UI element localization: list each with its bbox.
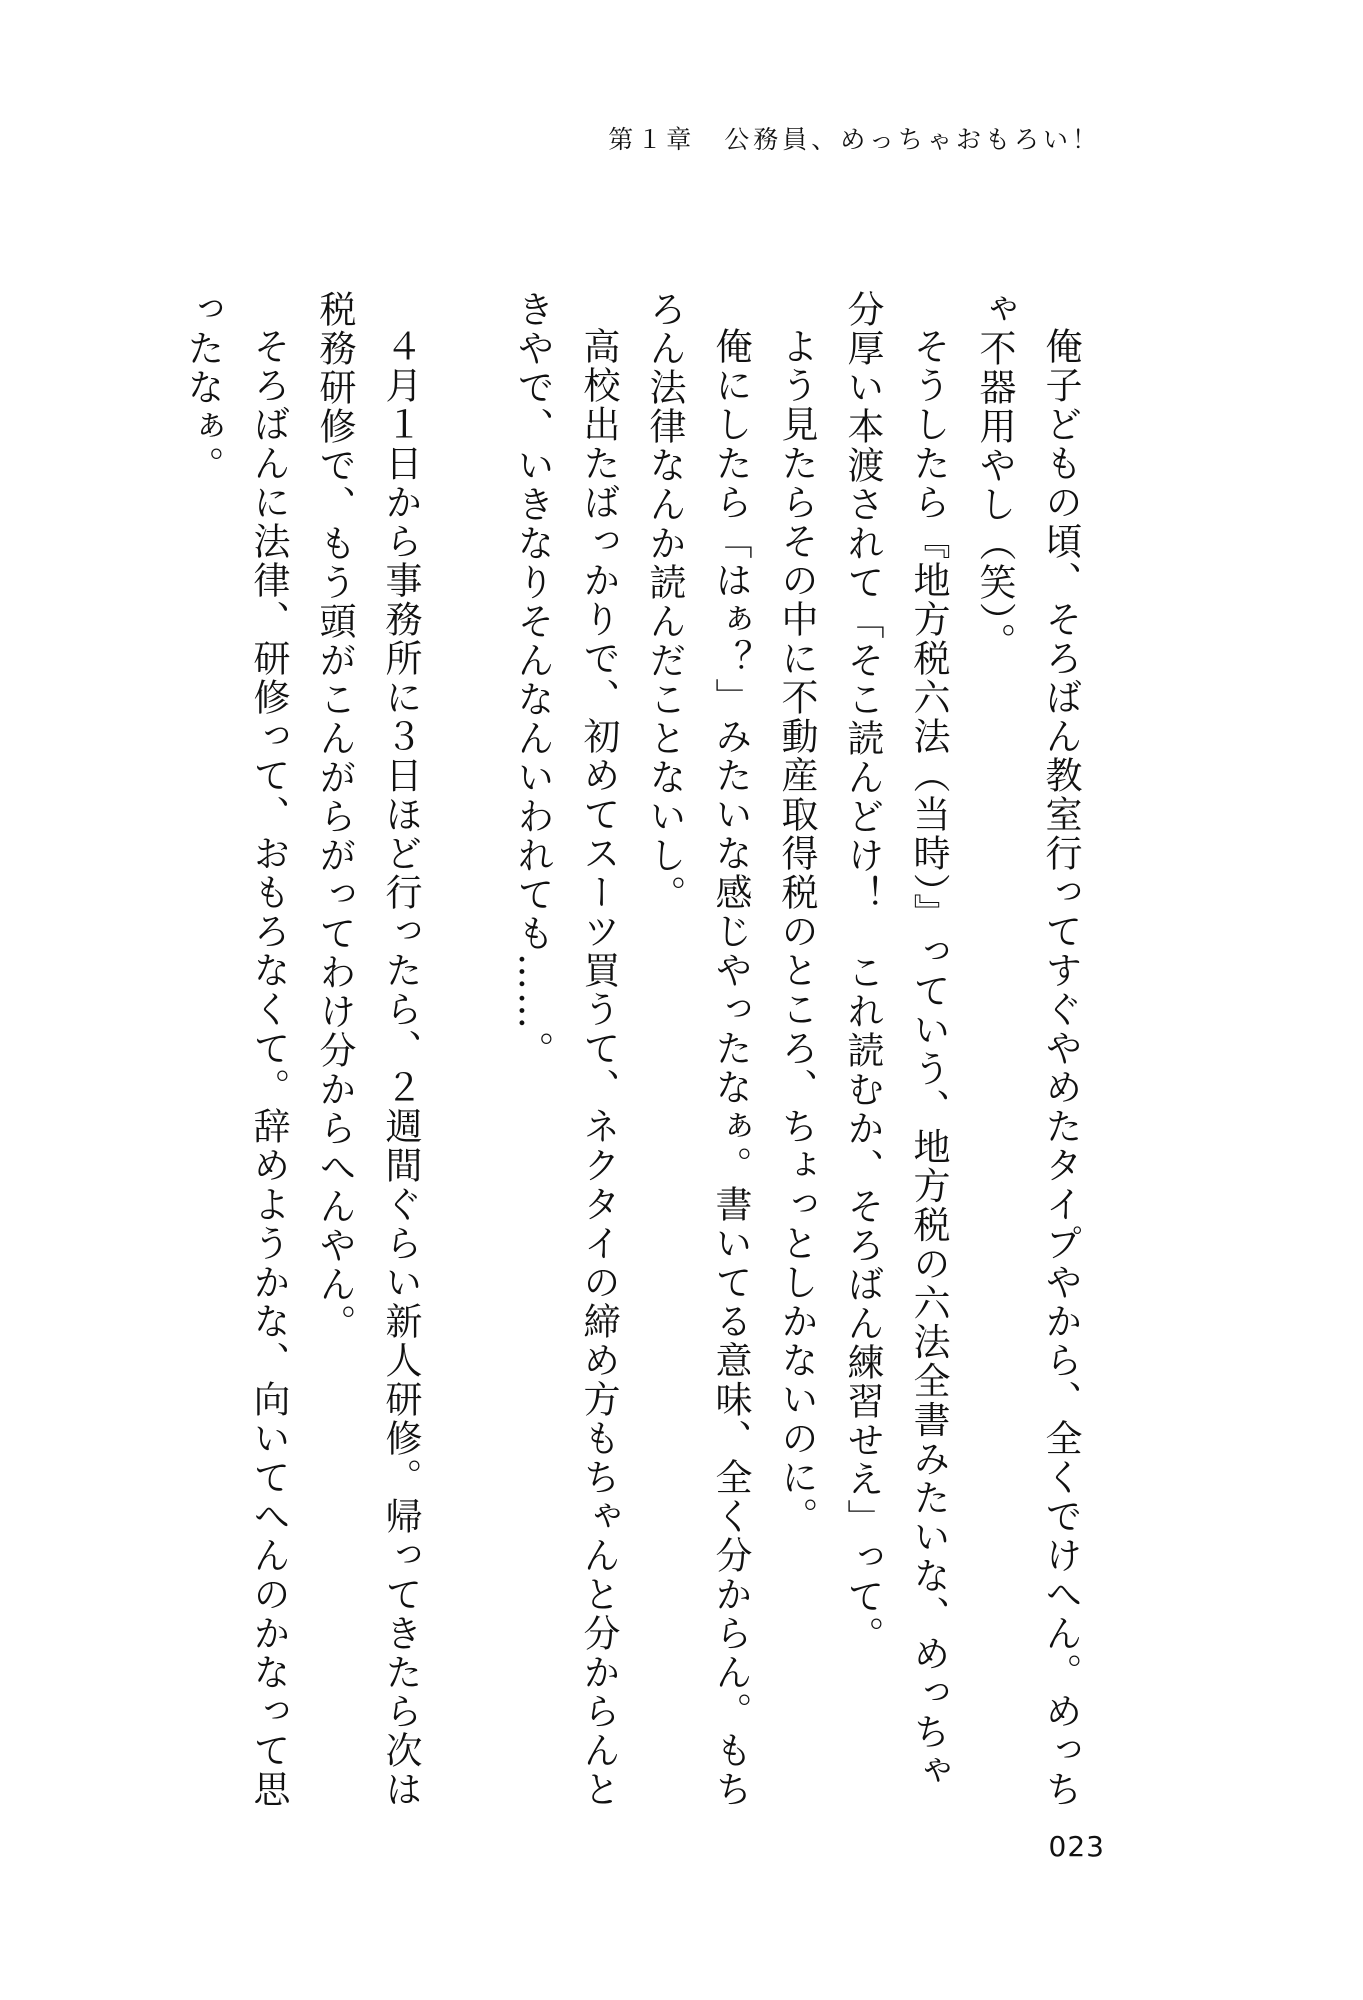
- body-text: [181, 290, 1093, 1820]
- paragraph-1: 俺子どもの頃、そろばん教室行ってすぐやめたタイプやから、全くでけへん。めっちゃ不器用やし（笑）。: [973, 290, 1082, 1809]
- running-title: 第１章 公務員、めっちゃおもろい！: [608, 125, 1101, 154]
- paragraph-4: 俺にしたら「はぁ？」みたいな感じやったなぁ。書いてる意味、全く分からん。もちろん法律なんか読んだことないし。: [643, 290, 752, 1809]
- blank-line: [433, 290, 499, 1820]
- paragraph-6: ４月１日から事務所に３日ほど行ったら、２週間ぐらい新人研修。帰ってきたら次は税務研修で、もう頭がこんがらがってわけ分からへんやん。: [313, 290, 422, 1809]
- paragraph-7: そろばんに法律、研修って、おもろなくて。辞めようかな、向いてへんのかなって思ったなぁ。: [181, 290, 290, 1809]
- page-number: 023: [1048, 1830, 1105, 1863]
- paragraph-2: そうしたら『地方税六法（当時）』っていう、地方税の六法全書みたいな、めっちゃ分厚い本渡されて「そこ読んどけ！ これ読むか、そろばん練習せえ」って。: [841, 290, 950, 1791]
- paragraph-5: 高校出たばっかりで、初めてスーツ買うて、ネクタイの締め方もちゃんと分からんときやで、いきなりそんなんいわれても……。: [511, 290, 620, 1809]
- paragraph-3: よう見たらその中に不動産取得税のところ、ちょっとしかないのに。: [775, 327, 818, 1536]
